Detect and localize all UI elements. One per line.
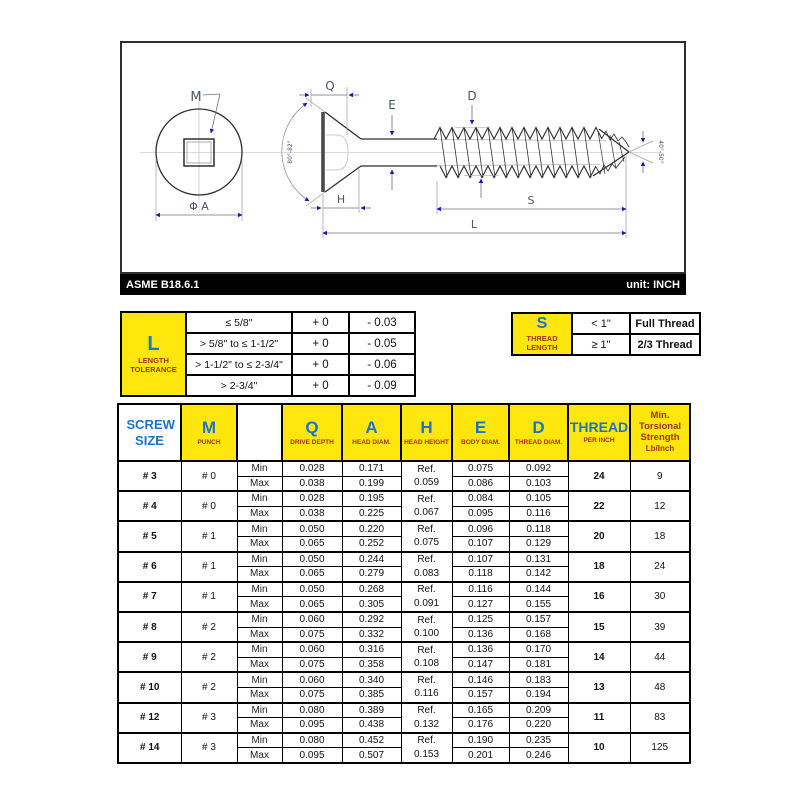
threads-per-inch: 10: [568, 733, 630, 763]
max-label: Max: [237, 536, 282, 551]
d-max: 0.220: [509, 718, 568, 733]
col-header-a-head-diam: A HEAD DIAM.: [342, 404, 401, 461]
e-max: 0.147: [452, 657, 509, 672]
head-height-cell: [401, 612, 452, 642]
d-max: 0.103: [509, 476, 568, 491]
e-min: 0.116: [452, 582, 509, 597]
torsional-strength: 39: [630, 612, 690, 642]
title-bar: [120, 274, 686, 295]
e-max: 0.157: [452, 687, 509, 702]
q-min: 0.060: [282, 612, 342, 627]
min-row: [118, 491, 690, 506]
spec-row-group: [118, 491, 690, 521]
torsional-strength: 44: [630, 642, 690, 672]
d-min: 0.235: [509, 733, 568, 748]
max-label: Max: [237, 567, 282, 582]
threads-per-inch: 20: [568, 521, 630, 551]
e-min: 0.136: [452, 642, 509, 657]
screw-size-value: # 4: [118, 491, 181, 521]
screw-size-value: # 5: [118, 521, 181, 551]
threads-per-inch: 13: [568, 672, 630, 702]
screw-size-value: # 3: [118, 461, 181, 491]
a-max: 0.385: [342, 687, 401, 702]
h-ref: Ref.: [417, 735, 436, 747]
a-max: 0.507: [342, 748, 401, 763]
q-max: 0.095: [282, 718, 342, 733]
min-row: [118, 672, 690, 687]
a-max: 0.305: [342, 597, 401, 612]
d-max: 0.168: [509, 627, 568, 642]
punch-size-value: # 2: [181, 642, 237, 672]
e-min: 0.125: [452, 612, 509, 627]
a-min: 0.292: [342, 612, 401, 627]
label-m: M: [190, 90, 202, 105]
col-header-h-head-height: H HEAD HEIGHT: [401, 404, 452, 461]
label-head-angle: 80°-82°: [287, 140, 294, 164]
h-ref: Ref.: [417, 644, 436, 656]
h-ref: Ref.: [417, 463, 436, 475]
d-max: 0.142: [509, 567, 568, 582]
min-label: Min: [237, 552, 282, 567]
min-label: Min: [237, 491, 282, 506]
a-max: 0.279: [342, 567, 401, 582]
screw-size-value: # 8: [118, 612, 181, 642]
unit-label: unit: INCH: [626, 278, 680, 291]
threads-per-inch: 22: [568, 491, 630, 521]
screw-size-value: # 14: [118, 733, 181, 763]
length-range: > 5/8" to ≤ 1-1/2": [186, 333, 292, 354]
h-value: 0.075: [413, 537, 440, 549]
tolerance-minus: - 0.06: [349, 354, 415, 375]
a-min: 0.452: [342, 733, 401, 748]
threads-per-inch: 14: [568, 642, 630, 672]
label-h: H: [336, 193, 346, 206]
torsional-strength: 9: [630, 461, 690, 491]
head-height-cell: [401, 461, 452, 491]
thread-range: ≥ 1": [572, 334, 630, 355]
h-value: 0.091: [413, 597, 440, 609]
d-min: 0.157: [509, 612, 568, 627]
q-max: 0.075: [282, 627, 342, 642]
e-min: 0.146: [452, 672, 509, 687]
h-ref: Ref.: [417, 523, 436, 535]
d-min: 0.144: [509, 582, 568, 597]
a-min: 0.389: [342, 703, 401, 718]
torsional-strength: 30: [630, 582, 690, 612]
h-ref: Ref.: [417, 705, 436, 717]
label-s: S: [527, 194, 535, 207]
max-label: Max: [237, 506, 282, 521]
d-max: 0.194: [509, 687, 568, 702]
tolerance-minus: - 0.05: [349, 333, 415, 354]
symbol-s: S: [536, 314, 548, 332]
h-value: 0.100: [413, 628, 440, 640]
min-row: [118, 461, 690, 476]
d-min: 0.131: [509, 552, 568, 567]
a-max: 0.358: [342, 657, 401, 672]
label-d: D: [467, 89, 477, 103]
d-max: 0.129: [509, 536, 568, 551]
threads-per-inch: 24: [568, 461, 630, 491]
punch-size-value: # 1: [181, 582, 237, 612]
label-l: L: [470, 218, 478, 231]
e-max: 0.127: [452, 597, 509, 612]
min-label: Min: [237, 733, 282, 748]
h-value: 0.153: [413, 748, 440, 760]
spec-row-group: [118, 612, 690, 642]
q-min: 0.060: [282, 642, 342, 657]
length-tolerance-caption: LENGTH TOLERANCE: [130, 355, 177, 374]
min-row: [118, 582, 690, 597]
min-label: Min: [237, 461, 282, 476]
punch-size-value: # 0: [181, 491, 237, 521]
head-height-cell: [401, 582, 452, 612]
a-min: 0.244: [342, 552, 401, 567]
label-q: Q: [325, 79, 335, 93]
d-min: 0.209: [509, 703, 568, 718]
col-header-thread-per-inch: THREAD PER INCH: [568, 404, 630, 461]
threads-per-inch: 11: [568, 703, 630, 733]
head-height-cell: [401, 491, 452, 521]
punch-size-value: # 2: [181, 612, 237, 642]
q-min: 0.080: [282, 733, 342, 748]
punch-size-value: # 2: [181, 672, 237, 702]
torsional-strength: 24: [630, 552, 690, 582]
tolerance-minus: - 0.03: [349, 312, 415, 333]
a-min: 0.220: [342, 521, 401, 536]
screw-size-value: # 7: [118, 582, 181, 612]
punch-size-value: # 1: [181, 521, 237, 551]
d-min: 0.092: [509, 461, 568, 476]
min-label: Min: [237, 672, 282, 687]
q-max: 0.038: [282, 476, 342, 491]
punch-size-value: # 0: [181, 461, 237, 491]
torsional-strength: 83: [630, 703, 690, 733]
head-height-cell: [401, 521, 452, 551]
screw-technical-drawing: [122, 43, 684, 272]
label-phi-a: Φ A: [189, 200, 209, 213]
screw-size-value: # 9: [118, 642, 181, 672]
min-label: Min: [237, 612, 282, 627]
d-max: 0.155: [509, 597, 568, 612]
max-label: Max: [237, 657, 282, 672]
spec-row-group: [118, 703, 690, 733]
header-row: [118, 404, 690, 461]
length-range: ≤ 5/8": [186, 312, 292, 333]
spec-row-group: [118, 461, 690, 491]
threads-per-inch: 16: [568, 582, 630, 612]
min-label: Min: [237, 521, 282, 536]
a-max: 0.225: [342, 506, 401, 521]
e-min: 0.190: [452, 733, 509, 748]
thread-range: < 1": [572, 313, 630, 334]
e-max: 0.107: [452, 536, 509, 551]
screw-size-value: # 10: [118, 672, 181, 702]
q-min: 0.080: [282, 703, 342, 718]
e-min: 0.107: [452, 552, 509, 567]
torsional-strength: 12: [630, 491, 690, 521]
q-max: 0.075: [282, 657, 342, 672]
max-label: Max: [237, 748, 282, 763]
length-range: > 2-3/4": [186, 375, 292, 396]
spec-row-group: [118, 642, 690, 672]
q-max: 0.065: [282, 597, 342, 612]
q-min: 0.050: [282, 552, 342, 567]
col-header-q-drive-depth: Q DRIVE DEPTH: [282, 404, 342, 461]
a-min: 0.195: [342, 491, 401, 506]
min-label: Min: [237, 703, 282, 718]
d-min: 0.118: [509, 521, 568, 536]
length-range: > 1-1/2" to ≤ 2-3/4": [186, 354, 292, 375]
spec-row-group: [118, 733, 690, 763]
a-min: 0.340: [342, 672, 401, 687]
min-row: [118, 733, 690, 748]
spec-row-group: [118, 672, 690, 702]
q-max: 0.038: [282, 506, 342, 521]
length-tolerance-table: [120, 311, 416, 397]
spec-row-group: [118, 582, 690, 612]
length-tolerance-header: [121, 312, 186, 396]
q-max: 0.065: [282, 536, 342, 551]
head-height-cell: [401, 552, 452, 582]
a-min: 0.268: [342, 582, 401, 597]
a-min: 0.171: [342, 461, 401, 476]
punch-size-value: # 3: [181, 733, 237, 763]
d-min: 0.183: [509, 672, 568, 687]
e-max: 0.136: [452, 627, 509, 642]
q-max: 0.075: [282, 687, 342, 702]
screw-size-value: # 12: [118, 703, 181, 733]
thread-rule: Full Thread: [630, 313, 700, 334]
min-row: [118, 642, 690, 657]
screw-side-view: [323, 112, 437, 192]
q-max: 0.065: [282, 567, 342, 582]
max-label: Max: [237, 597, 282, 612]
h-value: 0.067: [413, 507, 440, 519]
e-min: 0.084: [452, 491, 509, 506]
standard-name: ASME B18.6.1: [126, 278, 200, 291]
a-max: 0.332: [342, 627, 401, 642]
e-max: 0.201: [452, 748, 509, 763]
tolerance-plus: + 0: [292, 375, 349, 396]
d-min: 0.170: [509, 642, 568, 657]
e-min: 0.165: [452, 703, 509, 718]
d-max: 0.116: [509, 506, 568, 521]
col-header-minmax: [237, 404, 282, 461]
e-max: 0.118: [452, 567, 509, 582]
h-ref: Ref.: [417, 584, 436, 596]
max-label: Max: [237, 687, 282, 702]
thread-length-header: [512, 313, 572, 355]
spec-row-group: [118, 552, 690, 582]
torsional-strength: 48: [630, 672, 690, 702]
tolerance-minus: - 0.09: [349, 375, 415, 396]
head-height-cell: [401, 672, 452, 702]
h-ref: Ref.: [417, 674, 436, 686]
q-min: 0.028: [282, 461, 342, 476]
q-min: 0.050: [282, 521, 342, 536]
threads-per-inch: 18: [568, 552, 630, 582]
q-min: 0.060: [282, 672, 342, 687]
q-max: 0.095: [282, 748, 342, 763]
h-value: 0.108: [413, 658, 440, 670]
thread-rule: 2/3 Thread: [630, 334, 700, 355]
h-value: 0.059: [413, 477, 440, 489]
col-header-screw-size: SCREW SIZE: [118, 404, 181, 461]
label-point-angle: 40°-50°: [657, 140, 664, 164]
d-max: 0.246: [509, 748, 568, 763]
tolerance-plus: + 0: [292, 354, 349, 375]
max-label: Max: [237, 627, 282, 642]
max-label: Max: [237, 718, 282, 733]
e-max: 0.176: [452, 718, 509, 733]
e-min: 0.075: [452, 461, 509, 476]
min-row: [118, 521, 690, 536]
min-row: [118, 552, 690, 567]
symbol-l: L: [147, 332, 160, 355]
a-min: 0.316: [342, 642, 401, 657]
spec-row-group: [118, 521, 690, 551]
a-max: 0.438: [342, 718, 401, 733]
screw-size-value: # 6: [118, 552, 181, 582]
punch-size-value: # 3: [181, 703, 237, 733]
tolerance-plus: + 0: [292, 312, 349, 333]
e-min: 0.096: [452, 521, 509, 536]
e-max: 0.086: [452, 476, 509, 491]
screw-spec-table: [117, 403, 691, 764]
a-max: 0.199: [342, 476, 401, 491]
min-label: Min: [237, 582, 282, 597]
h-ref: Ref.: [417, 614, 436, 626]
torsional-strength: 125: [630, 733, 690, 763]
col-header-torsional-strength: Min. Torsional Strength Lb/Inch: [630, 404, 690, 461]
col-header-m-punch: M PUNCH: [181, 404, 237, 461]
e-max: 0.095: [452, 506, 509, 521]
a-max: 0.252: [342, 536, 401, 551]
h-value: 0.132: [413, 718, 440, 730]
head-height-cell: [401, 703, 452, 733]
tolerance-plus: + 0: [292, 333, 349, 354]
col-header-d-thread-diam: D THREAD DIAM.: [509, 404, 568, 461]
label-e: E: [388, 98, 396, 112]
h-ref: Ref.: [417, 554, 436, 566]
d-max: 0.181: [509, 657, 568, 672]
punch-size-value: # 1: [181, 552, 237, 582]
min-row: [118, 703, 690, 718]
min-row: [118, 612, 690, 627]
head-height-cell: [401, 733, 452, 763]
min-label: Min: [237, 642, 282, 657]
max-label: Max: [237, 476, 282, 491]
d-min: 0.105: [509, 491, 568, 506]
h-value: 0.116: [414, 688, 439, 700]
q-min: 0.028: [282, 491, 342, 506]
technical-drawing-box: [120, 41, 686, 274]
torsional-strength: 18: [630, 521, 690, 551]
thread-length-caption: THREAD LENGTH: [526, 333, 558, 352]
thread-length-table: [511, 312, 701, 356]
h-ref: Ref.: [417, 493, 436, 505]
q-min: 0.050: [282, 582, 342, 597]
col-header-e-body-diam: E BODY DIAM.: [452, 404, 509, 461]
h-value: 0.083: [413, 567, 440, 579]
head-height-cell: [401, 642, 452, 672]
threads-per-inch: 15: [568, 612, 630, 642]
